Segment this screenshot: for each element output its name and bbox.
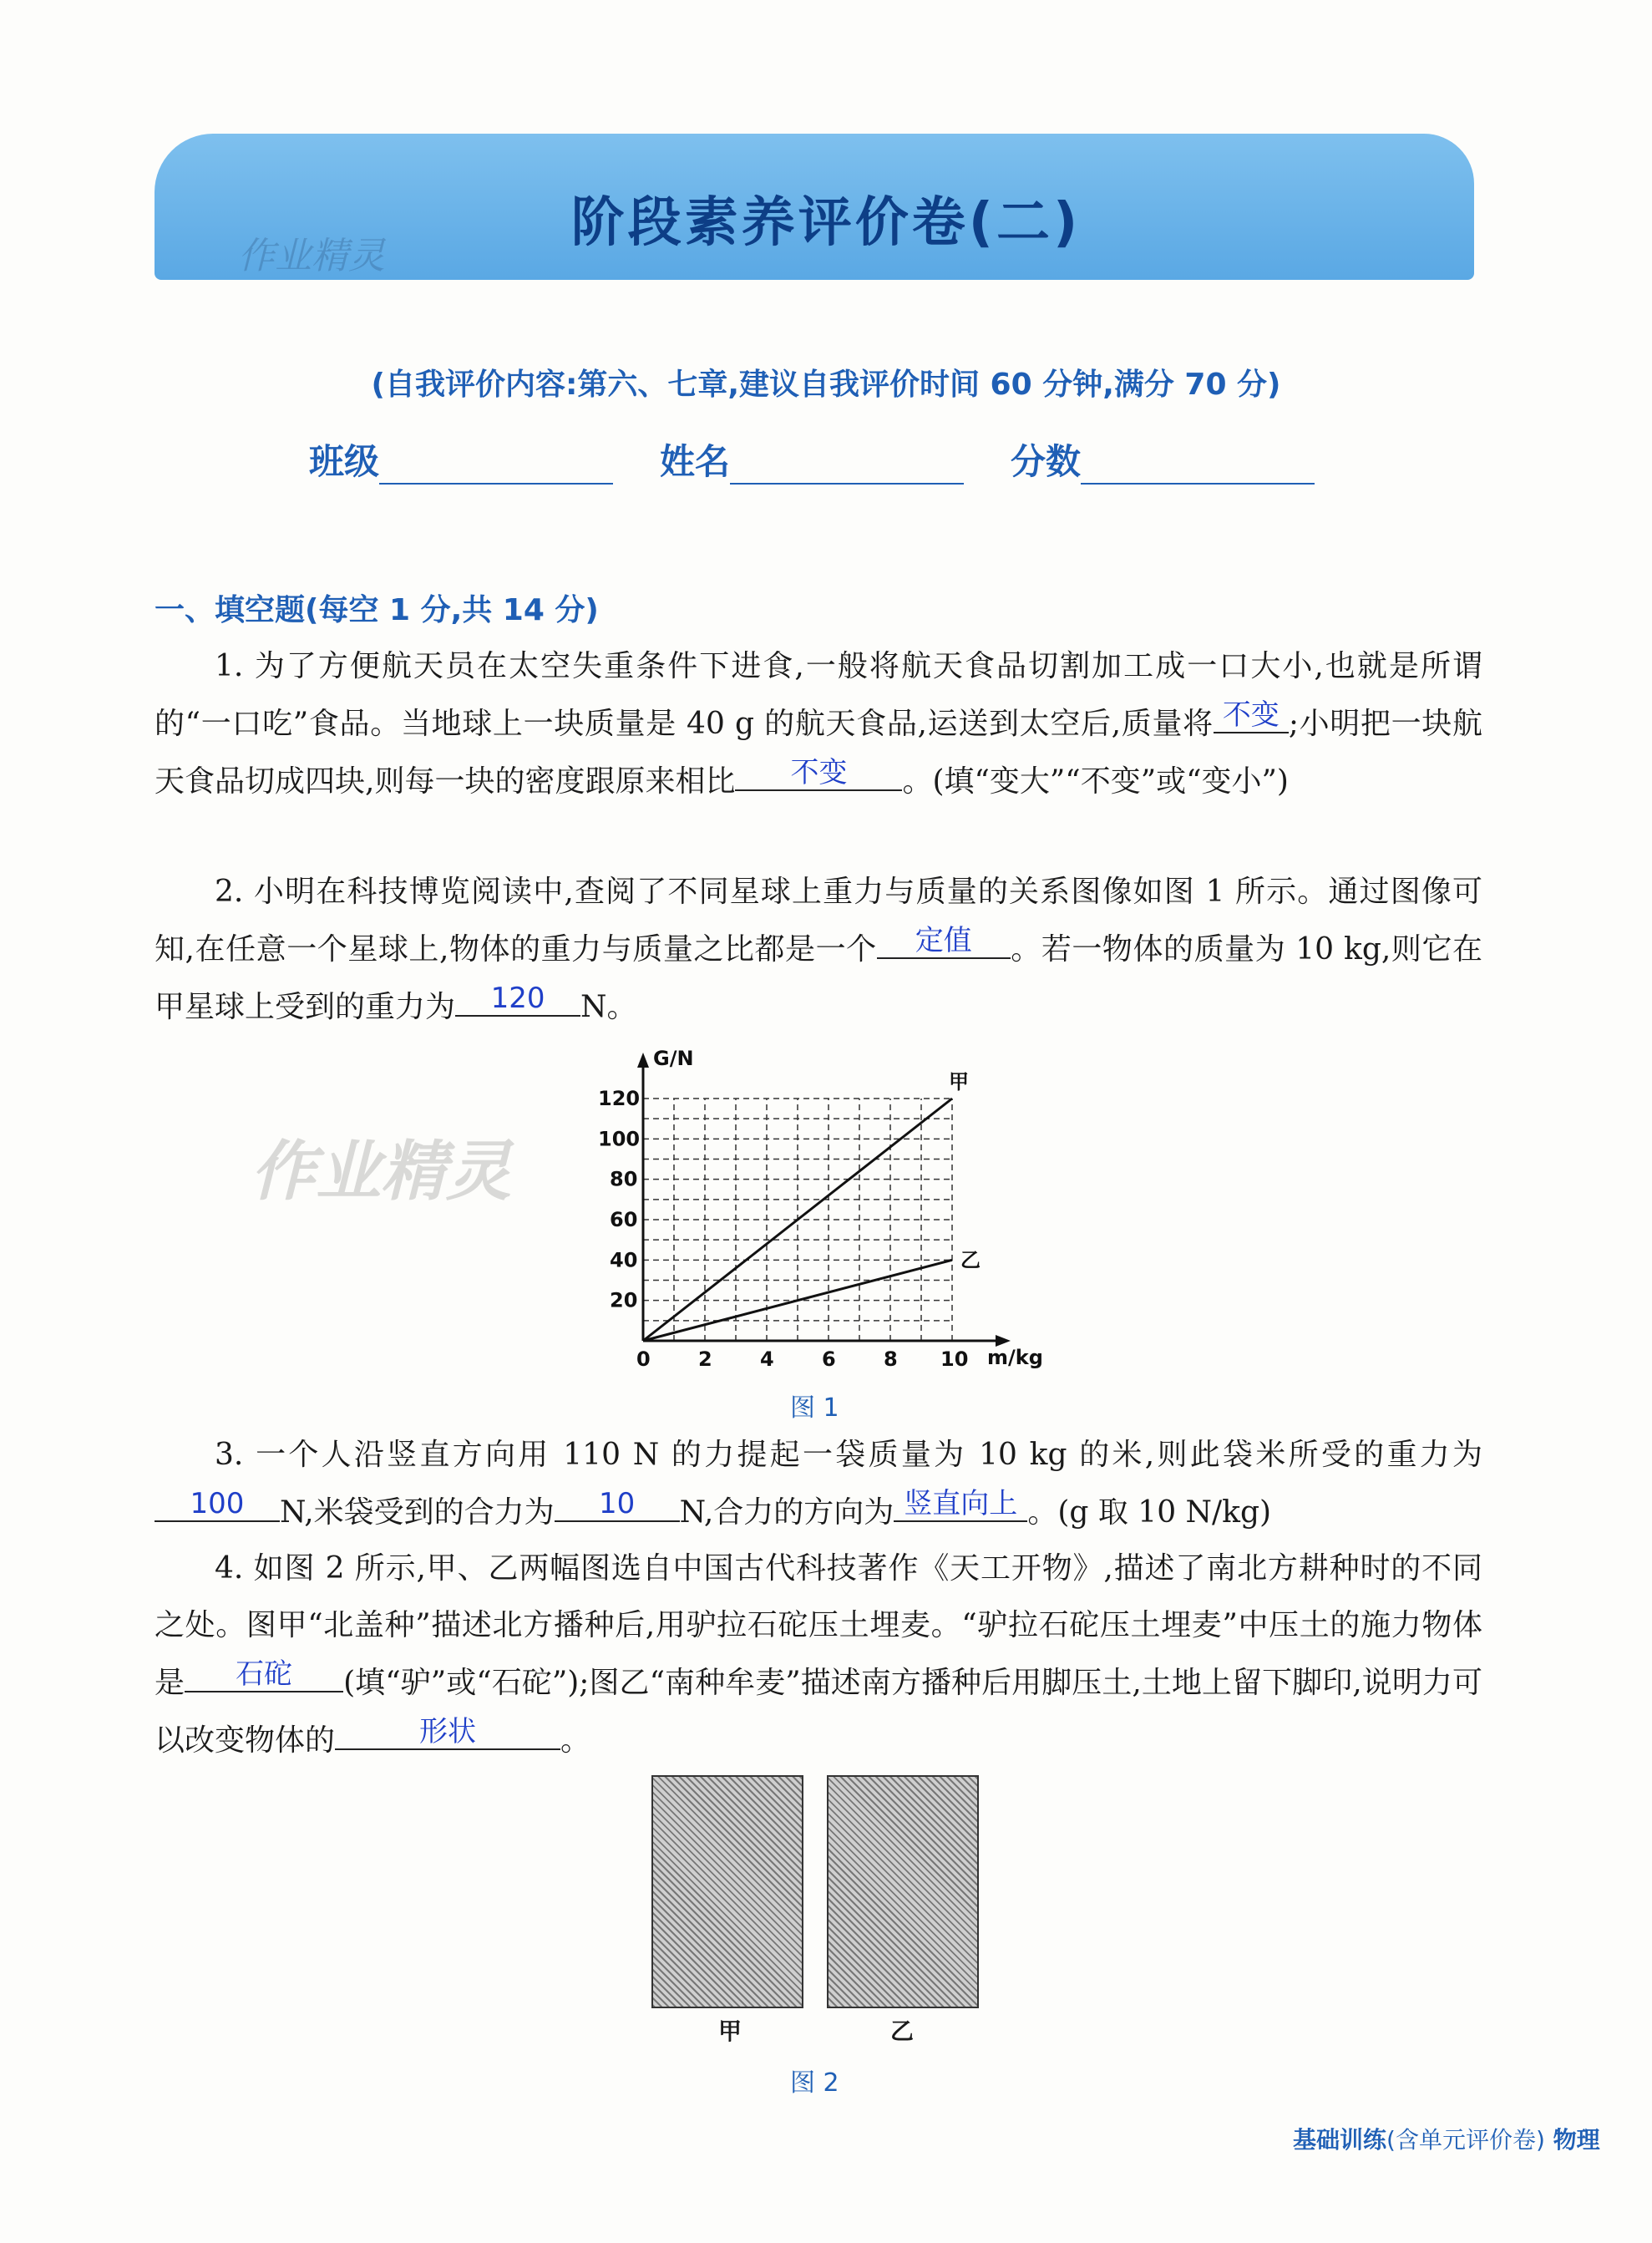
score-blank[interactable]: [1081, 449, 1315, 485]
logo: 作业精灵: [238, 235, 385, 277]
figure-1-caption: 图 1: [790, 1393, 839, 1423]
q1-answer-2[interactable]: 不变: [735, 753, 902, 791]
x-tick-label: 6: [822, 1347, 836, 1371]
x-tick-label: 4: [760, 1347, 774, 1371]
name-blank[interactable]: [730, 449, 964, 485]
series-label: 甲: [949, 1070, 969, 1094]
watermark: 作业精灵: [251, 1134, 512, 1210]
y-tick-label: 100: [598, 1127, 641, 1151]
figure-2-label-b: 乙: [890, 2017, 915, 2045]
series-label: 乙: [960, 1248, 981, 1272]
x-axis-arrow: [996, 1335, 1011, 1347]
score-label: 分数: [1011, 441, 1082, 482]
x-tick-label: 8: [884, 1347, 898, 1371]
section-title: 一、填空题(每空 1 分,共 14 分): [155, 593, 599, 627]
figure-2-label-a: 甲: [718, 2017, 742, 2045]
q3-answer-1[interactable]: 100: [155, 1484, 280, 1522]
illustration-jia: [651, 1775, 803, 2008]
question-4: 4. 如图 2 所示,甲、乙两幅图选自中国古代科技著作《天工开物》,描述了南北方耕种时的不同之处。图甲“北盖种”描述北方播种后,用驴拉石砣压土埋麦。“驴拉石砣压土埋麦”中压土的施力物体是 石砣 (填“驴”或“石砣”);图乙“南种牟麦”描述南方播种后用脚压土,土地上留下脚印,说明力可以改变物体的 形状 。: [155, 1551, 1482, 1758]
x-axis-label: m/kg: [987, 1346, 1043, 1369]
name-field[interactable]: [660, 434, 964, 485]
x-tick-label: 2: [698, 1347, 712, 1371]
footer: 基础训练(含单元评价卷) 物理: [1293, 2126, 1600, 2154]
page-title: 阶段素养评价卷(二): [570, 192, 1082, 254]
score-field[interactable]: [1011, 434, 1315, 485]
y-tick-label: 60: [610, 1208, 638, 1231]
y-axis-label: G/N: [653, 1047, 694, 1070]
class-field[interactable]: [309, 434, 613, 485]
name-label: 姓名: [660, 441, 731, 482]
q2-answer-1[interactable]: 定值: [877, 921, 1011, 959]
y-tick-label: 40: [610, 1248, 638, 1272]
question-1: 1. 为了方便航天员在太空失重条件下进食,一般将航天食品切割加工成一口大小,也就是所谓的“一口吃”食品。当地球上一块质量是 40 g 的航天食品,运送到太空后,质量将 不变 ;小明把一块航天食品切成四块,则每一块的密度跟原来相比 不变 。(填“变大”“不变”或“变小”): [155, 649, 1482, 799]
x-tick-label: 10: [940, 1347, 969, 1371]
q3-answer-3[interactable]: 竖直向上: [894, 1484, 1027, 1522]
q2-answer-2[interactable]: 120: [455, 978, 580, 1017]
question-3: 3. 一个人沿竖直方向用 110 N 的力提起一袋质量为 10 kg 的米,则此袋米所受的重力为 100 N,米袋受到的合力为 10 N,合力的方向为 竖直向上 。(g 取 10 N/kg): [155, 1427, 1482, 1541]
q4-answer-2[interactable]: 形状: [335, 1712, 560, 1750]
y-axis-arrow: [637, 1053, 649, 1068]
q4-answer-1[interactable]: 石砣: [185, 1654, 343, 1692]
q3-answer-2[interactable]: 10: [555, 1484, 680, 1522]
class-blank[interactable]: [379, 449, 613, 485]
x-tick-label: 0: [636, 1347, 651, 1371]
figure-2-caption: 图 2: [790, 2068, 839, 2098]
subtitle: (自我评价内容:第六、七章,建议自我评价时间 60 分钟,满分 70 分): [371, 368, 1281, 402]
figure-1-chart: [576, 1044, 1044, 1378]
y-tick-label: 120: [598, 1087, 641, 1110]
y-tick-label: 20: [610, 1288, 638, 1312]
class-label: 班级: [309, 441, 380, 482]
question-2: 2. 小明在科技博览阅读中,查阅了不同星球上重力与质量的关系图像如图 1 所示。通过图像可知,在任意一个星球上,物体的重力与质量之比都是一个 定值 。若一物体的质量为 10 kg,则它在甲星球上受到的重力为 120 N。: [155, 875, 1483, 1024]
illustration-yi: [827, 1775, 979, 2008]
q1-answer-1[interactable]: 不变: [1214, 695, 1289, 733]
y-tick-label: 80: [610, 1167, 638, 1191]
